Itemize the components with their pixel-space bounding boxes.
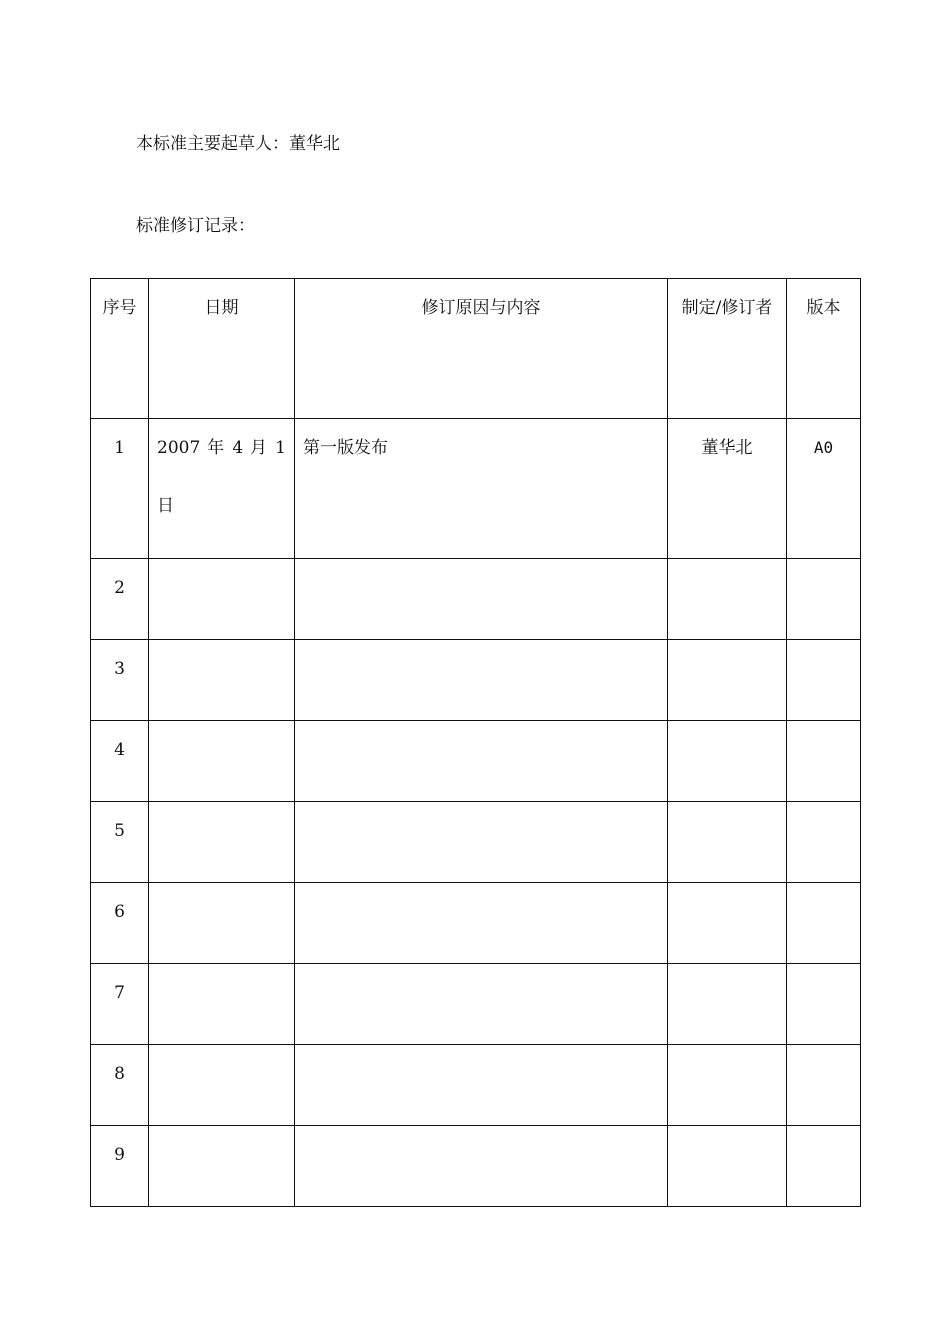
cell-author <box>668 802 787 883</box>
cell-author <box>668 559 787 640</box>
revision-record-table <box>90 278 861 1207</box>
table-row <box>91 640 861 721</box>
cell-reason <box>295 1126 668 1207</box>
header-date: 日期 <box>149 279 295 419</box>
cell-seq: 7 <box>91 964 149 1045</box>
header-reason: 修订原因与内容 <box>295 279 668 419</box>
cell-reason: 第一版发布 <box>295 419 668 559</box>
cell-version <box>787 964 861 1045</box>
cell-date <box>149 1045 295 1126</box>
cell-author <box>668 1126 787 1207</box>
cell-author <box>668 964 787 1045</box>
header-seq: 序号 <box>91 279 149 419</box>
table-row <box>91 721 861 802</box>
table-row <box>91 802 861 883</box>
cell-author <box>668 721 787 802</box>
cell-seq: 8 <box>91 1045 149 1126</box>
cell-reason <box>295 721 668 802</box>
cell-seq: 3 <box>91 640 149 721</box>
cell-version <box>787 883 861 964</box>
cell-seq: 4 <box>91 721 149 802</box>
cell-date <box>149 802 295 883</box>
table-row <box>91 419 861 559</box>
table-row <box>91 964 861 1045</box>
cell-version <box>787 802 861 883</box>
cell-date <box>149 883 295 964</box>
cell-author <box>668 1045 787 1126</box>
cell-author <box>668 883 787 964</box>
table-row <box>91 1045 861 1126</box>
table-row <box>91 883 861 964</box>
cell-reason <box>295 964 668 1045</box>
header-author: 制定/修订者 <box>668 279 787 419</box>
cell-version <box>787 559 861 640</box>
table-row <box>91 1126 861 1207</box>
revision-record-heading: 标准修订记录： <box>136 216 255 236</box>
cell-version: A0 <box>787 419 861 559</box>
cell-author: 董华北 <box>668 419 787 559</box>
cell-seq: 6 <box>91 883 149 964</box>
cell-date <box>149 964 295 1045</box>
drafter-line: 本标准主要起草人：董华北 <box>136 134 340 154</box>
cell-reason <box>295 640 668 721</box>
cell-seq: 9 <box>91 1126 149 1207</box>
cell-reason <box>295 802 668 883</box>
cell-version <box>787 1126 861 1207</box>
cell-author <box>668 640 787 721</box>
cell-date <box>149 1126 295 1207</box>
header-version: 版本 <box>787 279 861 419</box>
cell-version <box>787 640 861 721</box>
table-row <box>91 559 861 640</box>
cell-version <box>787 721 861 802</box>
cell-seq: 5 <box>91 802 149 883</box>
cell-date <box>149 559 295 640</box>
cell-seq: 2 <box>91 559 149 640</box>
cell-date <box>149 640 295 721</box>
cell-version <box>787 1045 861 1126</box>
cell-reason <box>295 1045 668 1126</box>
table-header-row <box>91 279 861 419</box>
cell-reason <box>295 883 668 964</box>
cell-date: 2007 年 4 月 1 日 <box>149 419 295 559</box>
cell-date <box>149 721 295 802</box>
cell-reason <box>295 559 668 640</box>
cell-seq: 1 <box>91 419 149 559</box>
